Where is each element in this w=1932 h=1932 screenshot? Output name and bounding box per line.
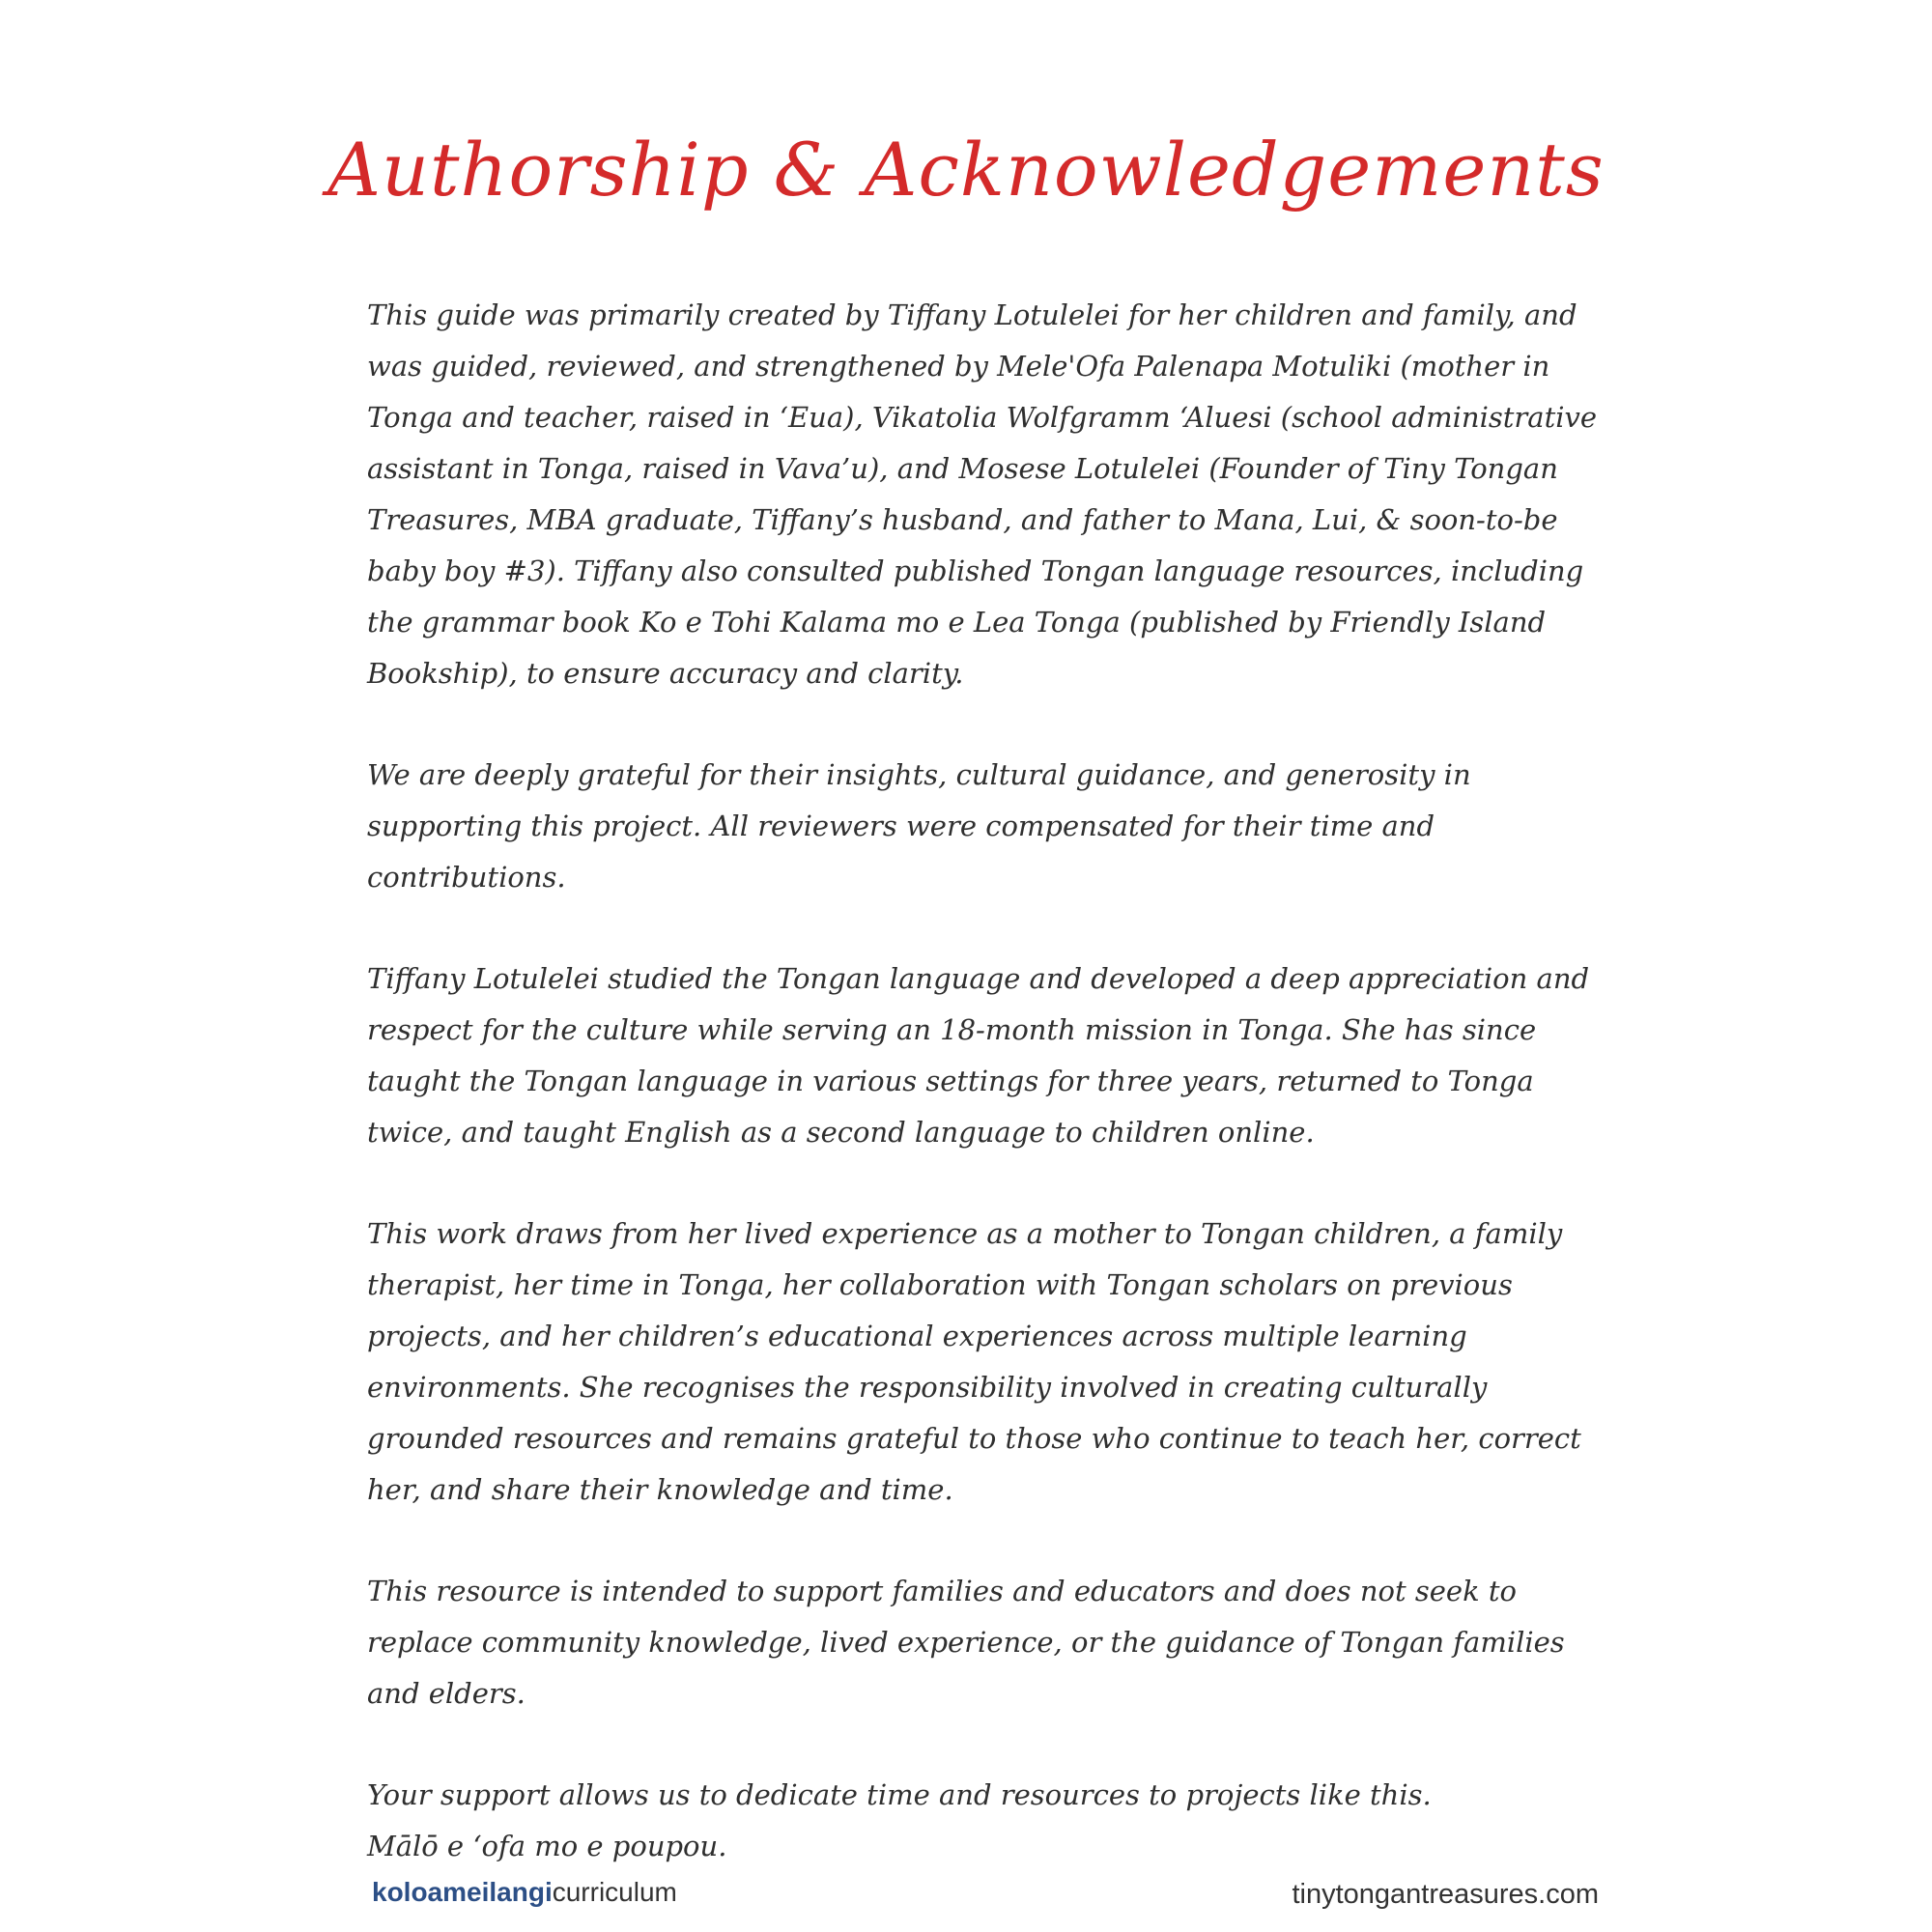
paragraph-authorship: This guide was primarily created by Tiffany Lotulelei for her children and family, and was guided, reviewed, and strengthened by Mele'Ofa Palenapa Motuliki (mother in Tonga and teacher, raised in ‘Eua), Vikatolia Wolfgramm ‘Aluesi (school administrative assistant in Tonga, raised in Vava’u), and Mosese Lotulelei (Founder of Tiny Tongan Treasures, MBA graduate, Tiffany’s husband, and father to Mana, Lui, & soon-to-be baby boy #3). Tiffany also consulted published Tongan language resources, including the grammar book Ko e Tohi Kalama mo e Lea Tonga (published by Friendly Island Bookship), to ensure accuracy and clarity. xyxy=(367,298,1598,690)
body-content xyxy=(367,290,1604,1872)
footer-website: tinytongantreasures.com xyxy=(1292,1879,1599,1910)
paragraph-gratitude: We are deeply grateful for their insights, cultural guidance, and generosity in supporting this project. All reviewers were compensated for their time and contributions. xyxy=(367,758,1471,894)
page-title: Authorship & Acknowledgements xyxy=(327,127,1605,213)
paragraph-intent: This resource is intended to support families and educators and does not seek to replace community knowledge, lived experience, or the guidance of Tongan families and elders. xyxy=(367,1575,1565,1710)
footer-brand-accent: koloameilangi xyxy=(372,1877,553,1907)
footer-brand-rest: curriculum xyxy=(552,1877,677,1907)
paragraph-lived-experience: This work draws from her lived experience as a mother to Tongan children, a family therapist, her time in Tonga, her collaboration with Tongan scholars on previous projects, and her children’s educational experiences across multiple learning environments. She recognises the responsibility involved in creating culturally grounded resources and remains grateful to those who continue to teach her, correct her, and share their knowledge and time. xyxy=(367,1217,1581,1506)
closing-paragraph xyxy=(367,1770,1604,1872)
closing-line-support: Your support allows us to dedicate time and resources to projects like this. xyxy=(367,1778,1432,1811)
paragraph-author-background: Tiffany Lotulelei studied the Tongan language and developed a deep appreciation and respect for the culture while serving an 18-month mission in Tonga. She has since taught the Tongan language in various settings for three years, returned to Tonga twice, and taught English as a second language to children online. xyxy=(367,962,1590,1149)
footer-curriculum-brand xyxy=(372,1877,677,1908)
closing-line-thanks: Mālō e ‘ofa mo e poupou. xyxy=(367,1830,727,1862)
